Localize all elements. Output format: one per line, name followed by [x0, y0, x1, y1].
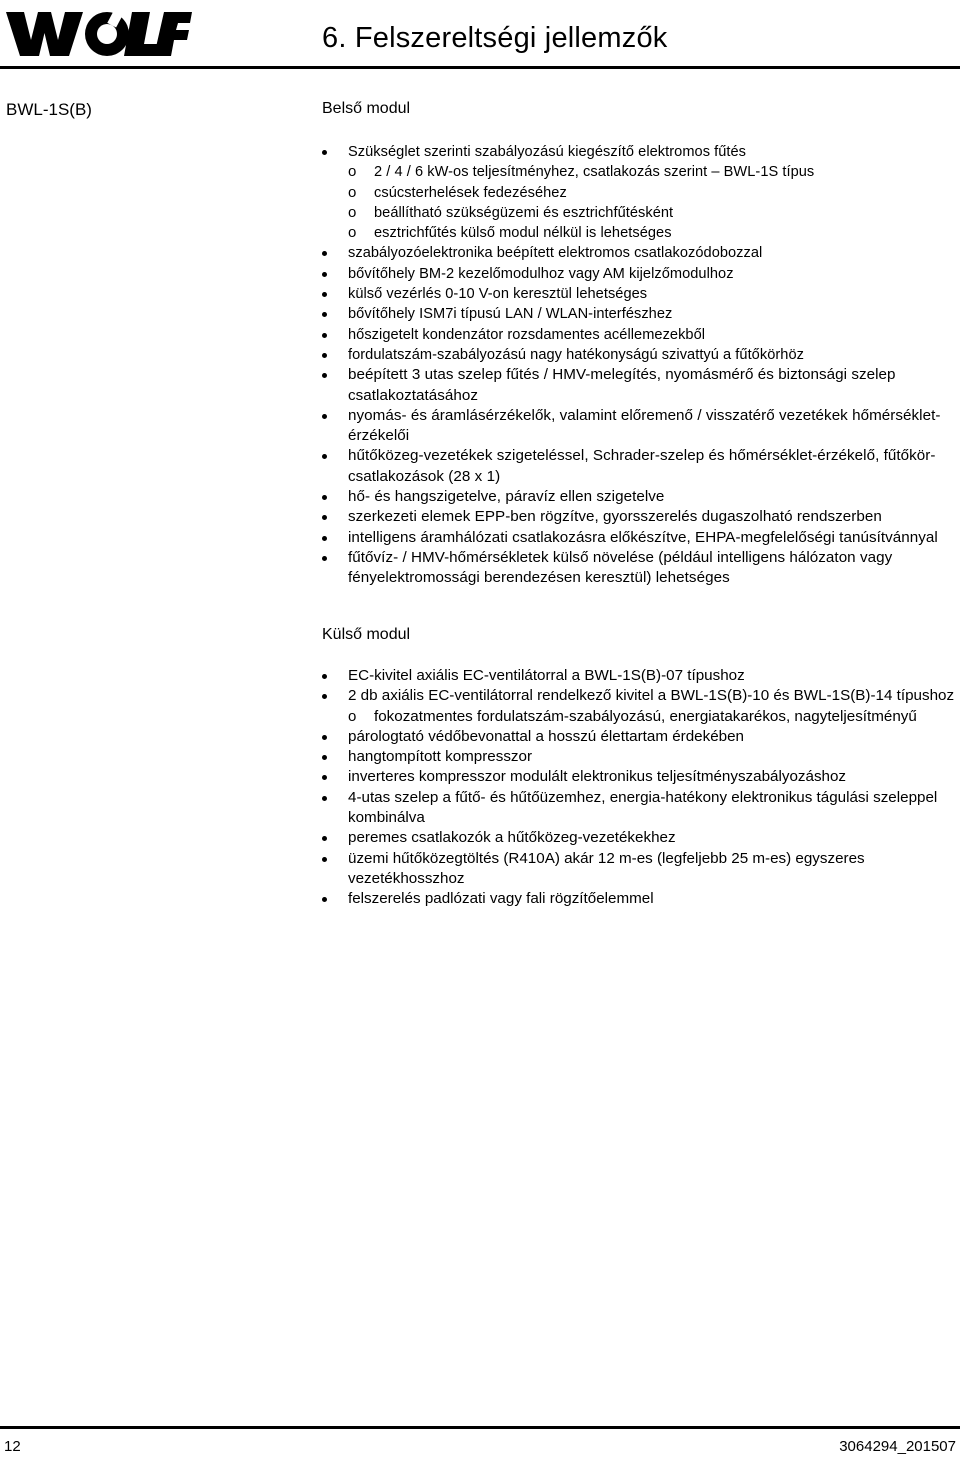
wolf-logo	[4, 6, 192, 60]
page-title: 6. Felszereltségi jellemzők	[322, 22, 668, 54]
list-item-text: fordulatszám-szabályozású nagy hatékonyságú szivattyú a fűtőkörhöz	[348, 346, 804, 363]
list-item-text: külső vezérlés 0-10 V-on keresztül lehetséges	[348, 286, 648, 303]
document-number: 3064294_201507	[839, 1438, 956, 1455]
list-item-text: beépített 3 utas szelep fűtés / HMV-melegítés, nyomásmérő és biztonsági szelep csatlakoztatásához	[348, 366, 896, 404]
list-item-text: intelligens áramhálózati csatlakozásra előkészítve, EHPA-megfelelőségi tanúsítvánnyal	[348, 528, 938, 546]
list-item-text: 4-utas szelep a fűtő- és hűtőüzemhez, energia-hatékony elektronikus tágulási szeleppel kombinálva	[348, 788, 938, 827]
list-item	[322, 747, 958, 767]
list-item-text: üzemi hűtőközegtöltés (R410A) akár 12 m-es (legfeljebb 25 m-es) egyszeres vezetékhosszhoz	[348, 849, 865, 887]
circle-bullet-icon: o	[348, 707, 357, 725]
list-item-text: felszerelés padlózati vagy fali rögzítőelemmel	[348, 890, 654, 908]
list-item-text: csúcsterhelések fedezéséhez	[374, 184, 567, 201]
list-item	[322, 487, 958, 507]
inner-module-list	[322, 142, 958, 589]
list-item-text: hűtőközeg-vezetékek szigeteléssel, Schrader-szelep és hőmérséklet-érzékelő, fűtőkör-csatlakozások (28 x 1)	[348, 447, 936, 485]
list-item	[322, 243, 958, 263]
wolf-logo-graphic	[4, 6, 192, 60]
sub-list-item	[322, 707, 958, 727]
list-item-text: szabályozóelektronika beépített elektromos csatlakozódobozzal	[348, 245, 763, 262]
circle-bullet-icon: o	[348, 203, 357, 221]
list-item-text: párologtató védőbevonattal a hosszú élettartam érdekében	[348, 727, 744, 745]
list-item	[322, 889, 958, 909]
list-item	[322, 788, 958, 829]
sub-list-item	[322, 223, 958, 243]
list-item	[322, 365, 958, 406]
list-item	[322, 142, 958, 162]
inner-module-heading: Belső modul	[322, 100, 411, 117]
list-item-text: EC-kivitel axiális EC-ventilátorral a BWL-1S(B)-07 típushoz	[348, 667, 745, 684]
list-item-text: nyomás- és áramlásérzékelők, valamint előremenő / visszatérő vezetékek hőmérséklet-érzékelői	[348, 406, 941, 445]
header-rule	[0, 66, 960, 69]
circle-bullet-icon: o	[348, 183, 357, 201]
sub-list-item	[322, 203, 958, 223]
footer-rule	[0, 1426, 960, 1429]
list-item	[322, 548, 958, 589]
list-item	[322, 325, 958, 345]
list-item	[322, 666, 958, 686]
list-item-text: hő- és hangszigetelve, páravíz ellen szigetelve	[348, 488, 665, 506]
list-item-text: 2 / 4 / 6 kW-os teljesítményhez, csatlakozás szerint – BWL-1S típus	[374, 164, 815, 181]
list-item-text: Szükséglet szerinti szabályozású kiegészítő elektromos fűtés	[348, 144, 747, 160]
list-item	[322, 304, 958, 324]
list-item-text: bővítőhely ISM7i típusú LAN / WLAN-interfészhez	[348, 306, 673, 323]
list-item-text: szerkezeti elemek EPP-ben rögzítve, gyorsszerelés dugaszolható rendszerben	[348, 508, 882, 526]
sub-list-item	[322, 162, 958, 182]
list-item	[322, 406, 958, 447]
sub-list-item	[322, 183, 958, 203]
list-item-text: inverteres kompresszor modulált elektronikus teljesítményszabályozáshoz	[348, 768, 847, 786]
list-item	[322, 828, 958, 848]
circle-bullet-icon: o	[348, 224, 357, 242]
list-item-text: beállítható szükségüzemi és esztrichfűtésként	[374, 204, 674, 221]
list-item	[322, 284, 958, 304]
list-item-text: fokozatmentes fordulatszám-szabályozású, energiatakarékos, nagyteljesítményű	[374, 707, 917, 725]
list-item-text: fűtővíz- / HMV-hőmérsékletek külső növelése (például intelligens hálózaton vagy fényelektromossági berendezésen keresztül) lehetséges	[348, 548, 893, 587]
list-item-text: bővítőhely BM-2 kezelőmodulhoz vagy AM kijelzőmodulhoz	[348, 265, 734, 282]
page-number: 12	[4, 1438, 21, 1455]
list-item	[322, 528, 958, 548]
list-item	[322, 446, 958, 487]
list-item-text: 2 db axiális EC-ventilátorral rendelkező kivitel a BWL-1S(B)-10 és BWL-1S(B)-14 típushoz	[348, 687, 955, 705]
outer-module-list	[322, 666, 958, 910]
list-item	[322, 727, 958, 747]
outer-module-heading: Külső modul	[322, 626, 411, 643]
list-item	[322, 507, 958, 527]
list-item-text: peremes csatlakozók a hűtőközeg-vezetékekhez	[348, 829, 676, 847]
list-item-text: hangtompított kompresszor	[348, 748, 533, 766]
product-label: BWL-1S(B)	[6, 100, 92, 119]
list-item	[322, 849, 958, 890]
list-item	[322, 264, 958, 284]
list-item	[322, 345, 958, 365]
list-item-text: hőszigetelt kondenzátor rozsdamentes acéllemezekből	[348, 326, 706, 343]
list-item	[322, 767, 958, 787]
list-item-text: esztrichfűtés külső modul nélkül is lehetséges	[374, 225, 672, 242]
circle-bullet-icon: o	[348, 163, 357, 181]
list-item	[322, 686, 958, 706]
